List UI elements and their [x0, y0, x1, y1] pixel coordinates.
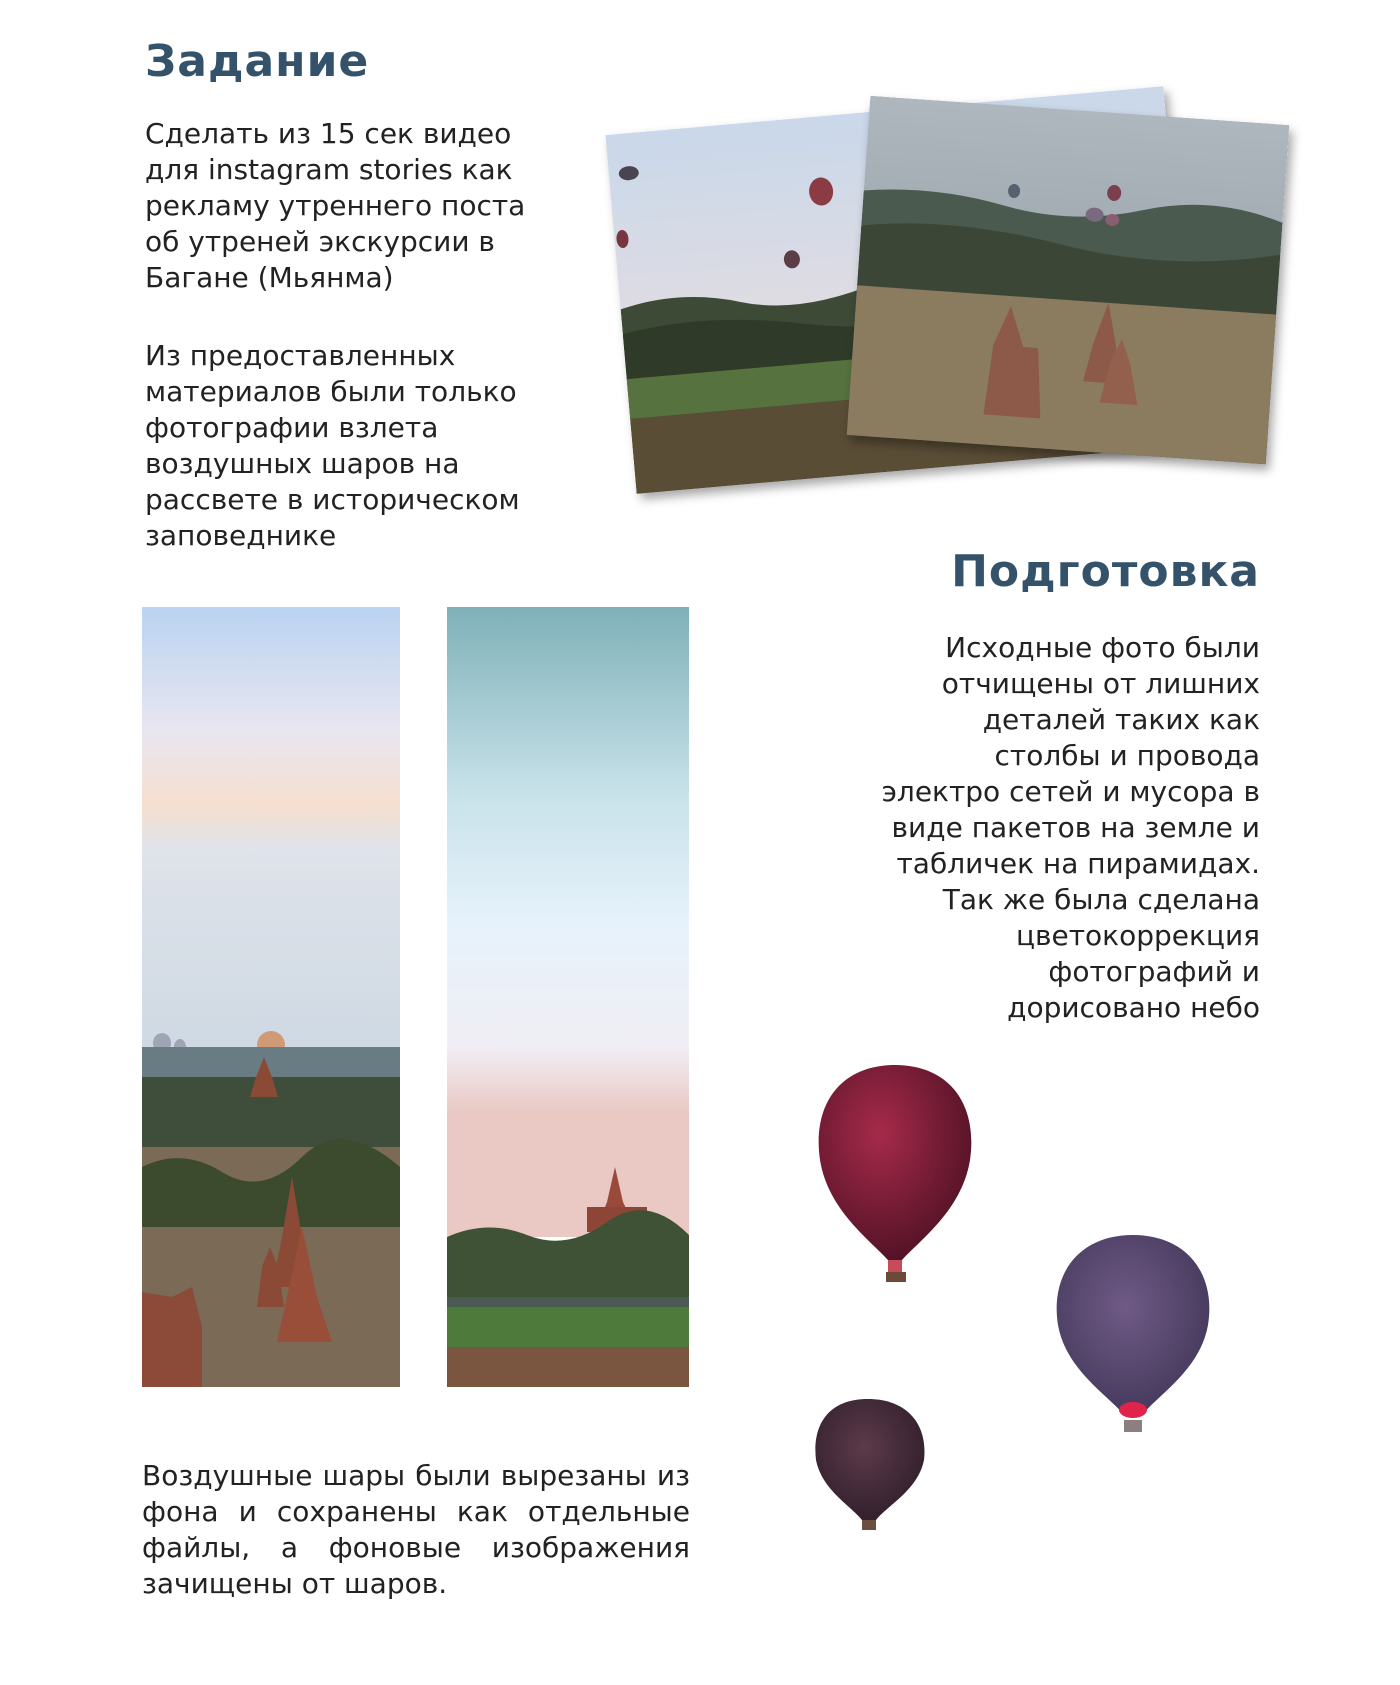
prep-title: Подготовка — [951, 546, 1260, 597]
prep-paragraph: Исходные фото были отчищены от лишних деталей таких как столбы и провода электро сетей и мусора в виде пакетов на земле и табличек на пирамидах. Так же была сделана цветокоррекция фотографий и дорисовано небо — [881, 631, 1260, 1024]
task-title: Задание — [145, 36, 370, 87]
balloons-paragraph: Воздушные шары были вырезаны из фона и сохранены как отдельные файлы, а фоновые изображения зачищены от шаров. — [142, 1459, 690, 1600]
task-paragraph-1: Сделать из 15 сек видео для instagram stories как рекламу утреннего поста об утреней экскурсии в Багане (Мьянма) — [145, 117, 526, 294]
balloon-dark — [810, 1395, 930, 1535]
task-paragraph-2: Из предоставленных материалов были только фотографии взлета воздушных шаров на рассвете в историческом заповеднике — [145, 339, 520, 552]
background-panel-1 — [142, 607, 400, 1387]
balloon-red — [810, 1060, 980, 1290]
balloon-purple — [1048, 1230, 1218, 1440]
source-photo-front — [847, 96, 1290, 464]
background-panel-2 — [447, 607, 689, 1387]
